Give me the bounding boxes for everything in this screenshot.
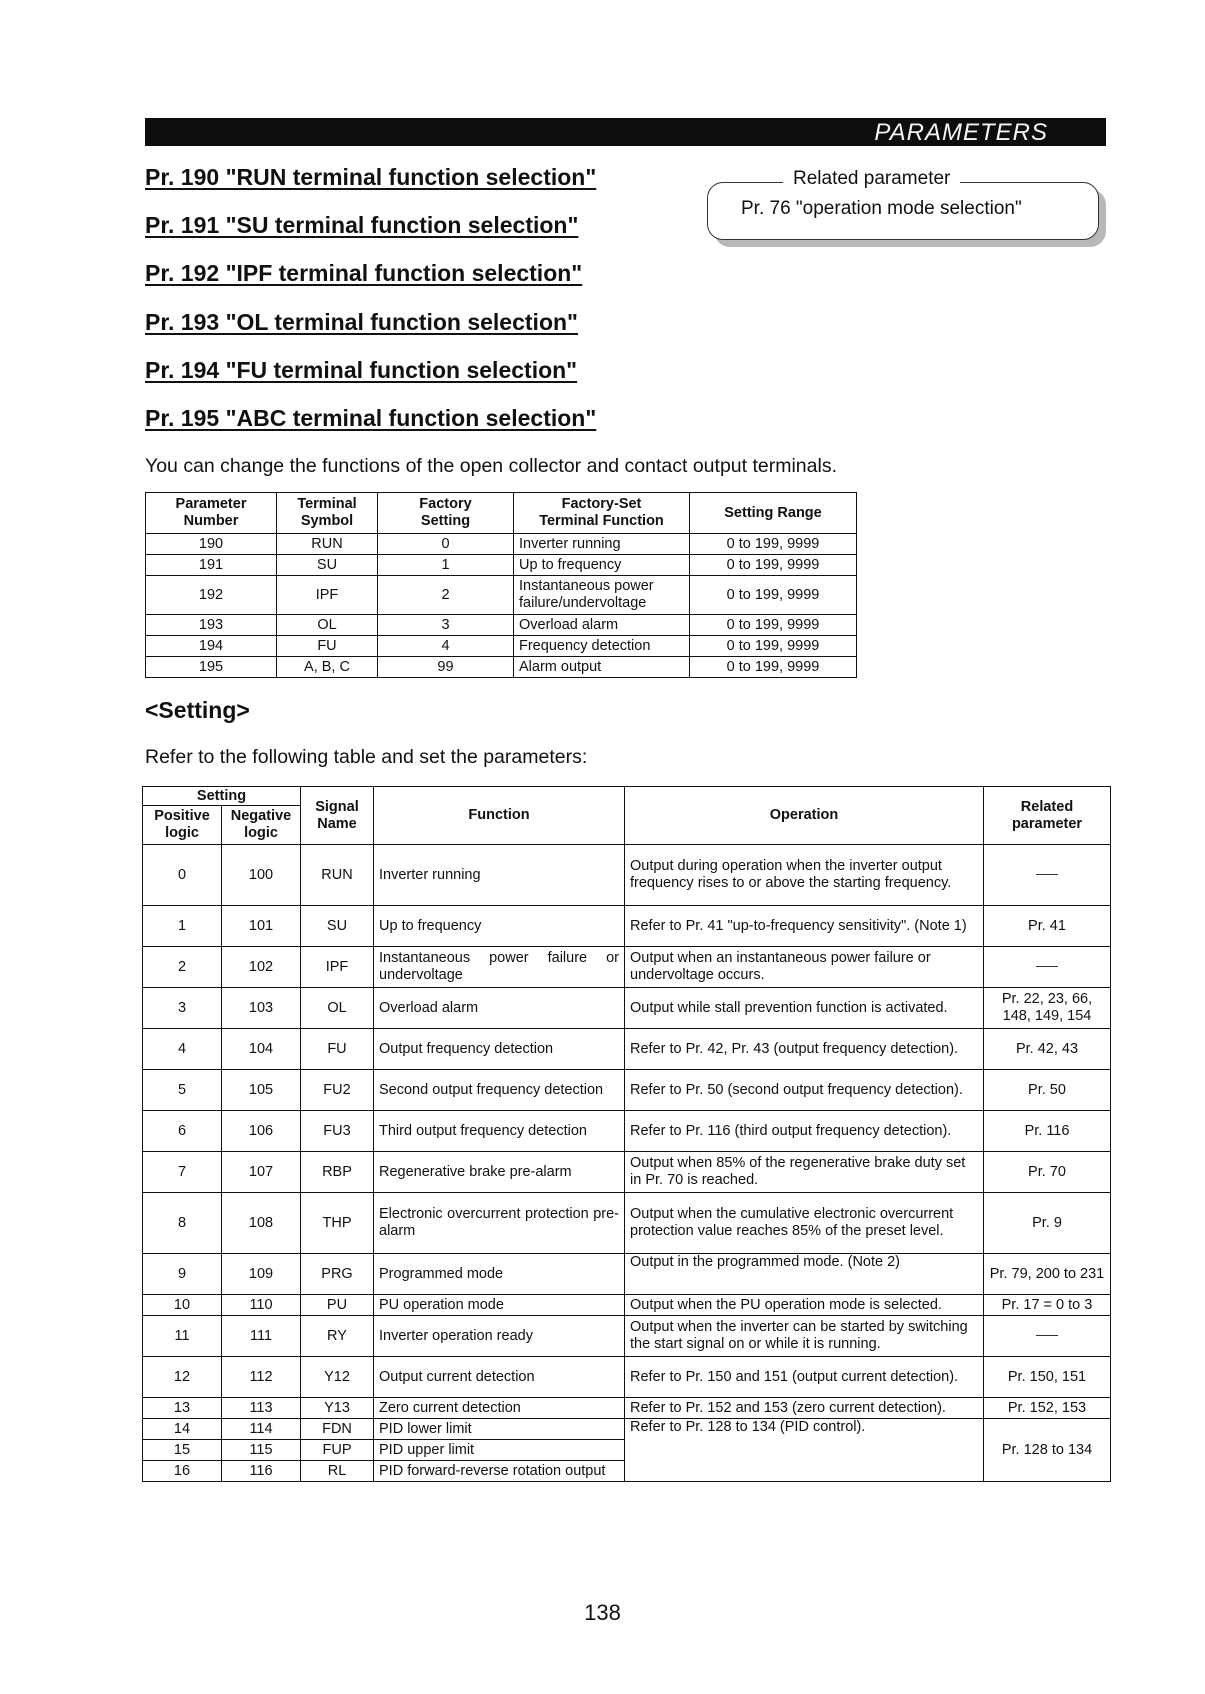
table-cell: SU xyxy=(301,906,374,947)
table-row xyxy=(143,1254,1111,1295)
table-cell: RBP xyxy=(301,1152,374,1193)
table-cell: 105 xyxy=(222,1070,301,1111)
table-cell: 101 xyxy=(222,906,301,947)
table-cell: Output during operation when the inverter output frequency rises to or above the starting frequency. xyxy=(625,845,984,906)
col-signal-name xyxy=(301,787,374,845)
table-cell: Output in the programmed mode. (Note 2) xyxy=(625,1254,984,1295)
heading-pr190: Pr. 190 "RUN terminal function selection" xyxy=(145,164,597,190)
table-cell: 8 xyxy=(143,1193,222,1254)
col-related-parameter xyxy=(984,787,1111,845)
table-cell: 106 xyxy=(222,1111,301,1152)
table-cell: Y13 xyxy=(301,1398,374,1419)
table-cell: Refer to Pr. 152 and 153 (zero current detection). xyxy=(625,1398,984,1419)
col-negative-logic xyxy=(222,806,301,845)
table-cell: 10 xyxy=(143,1295,222,1316)
table-cell: Second output frequency detection xyxy=(374,1070,625,1111)
table-cell: Output current detection xyxy=(374,1357,625,1398)
table-cell: Refer to Pr. 50 (second output frequency detection). xyxy=(625,1070,984,1111)
table-cell: Up to frequency xyxy=(374,906,625,947)
table-row xyxy=(146,615,857,636)
table-row xyxy=(143,1419,1111,1440)
table-cell: 190 xyxy=(146,534,277,555)
table-cell: 4 xyxy=(378,636,514,657)
table-row xyxy=(146,555,857,576)
heading-pr194: Pr. 194 "FU terminal function selection" xyxy=(145,357,578,383)
table-row xyxy=(143,947,1111,988)
cell-text: logic xyxy=(165,825,199,841)
heading-pr192: Pr. 192 "IPF terminal function selection" xyxy=(145,260,583,286)
table-cell: 11 xyxy=(143,1316,222,1357)
table-cell: Pr. 152, 153 xyxy=(984,1398,1111,1419)
table-row xyxy=(146,657,857,678)
table-cell: 110 xyxy=(222,1295,301,1316)
table-cell: Pr. 116 xyxy=(984,1111,1111,1152)
table-cell: PU xyxy=(301,1295,374,1316)
table-row xyxy=(143,1111,1111,1152)
table-cell: 0 xyxy=(378,534,514,555)
table-cell: PID lower limit xyxy=(374,1419,625,1440)
table-cell: 192 xyxy=(146,576,277,615)
table-cell: 108 xyxy=(222,1193,301,1254)
table-cell: 6 xyxy=(143,1111,222,1152)
table-cell: PID upper limit xyxy=(374,1440,625,1461)
table-cell: 0 to 199, 9999 xyxy=(690,615,857,636)
related-parameter-text: Pr. 76 "operation mode selection" xyxy=(741,198,1022,219)
table-cell: 114 xyxy=(222,1419,301,1440)
table-cell: 0 xyxy=(143,845,222,906)
table-cell: RL xyxy=(301,1461,374,1482)
table-cell: FDN xyxy=(301,1419,374,1440)
table-cell: A, B, C xyxy=(277,657,378,678)
table-cell: Refer to Pr. 41 "up-to-frequency sensitivity". (Note 1) xyxy=(625,906,984,947)
table-cell: Inverter operation ready xyxy=(374,1316,625,1357)
table-cell: Regenerative brake pre-alarm xyxy=(374,1152,625,1193)
table-cell: 111 xyxy=(222,1316,301,1357)
table-cell: Overload alarm xyxy=(374,988,625,1029)
related-parameter-title: Related parameter xyxy=(783,168,960,190)
cell-text: Number xyxy=(183,513,239,529)
table-cell: Pr. 9 xyxy=(984,1193,1111,1254)
table-cell xyxy=(984,947,1111,988)
table-cell: FUP xyxy=(301,1440,374,1461)
col-parameter-number xyxy=(146,493,277,534)
table-row xyxy=(143,1029,1111,1070)
heading-pr191: Pr. 191 "SU terminal function selection" xyxy=(145,212,579,238)
table-cell: 0 to 199, 9999 xyxy=(690,636,857,657)
table-cell: Pr. 42, 43 xyxy=(984,1029,1111,1070)
table-cell: 102 xyxy=(222,947,301,988)
setting-table xyxy=(142,786,1111,1482)
cell-text: Instantaneous power xyxy=(519,578,654,595)
table-cell: 16 xyxy=(143,1461,222,1482)
table-cell: 14 xyxy=(143,1419,222,1440)
table-cell: Pr. 150, 151 xyxy=(984,1357,1111,1398)
table-cell: Refer to Pr. 42, Pr. 43 (output frequency detection). xyxy=(625,1029,984,1070)
table-row xyxy=(146,576,857,615)
table-cell: Output when an instantaneous power failure or undervoltage occurs. xyxy=(625,947,984,988)
table-cell: 113 xyxy=(222,1398,301,1419)
col-setting: Setting xyxy=(143,787,301,806)
banner-label: PARAMETERS xyxy=(874,119,1048,146)
table-row xyxy=(143,906,1111,947)
table-cell: OL xyxy=(301,988,374,1029)
cell-text: Setting xyxy=(420,513,471,529)
setting-intro-text: Refer to the following table and set the parameters: xyxy=(145,746,588,768)
cell-text: Terminal xyxy=(297,496,357,513)
table-cell: Output while stall prevention function is activated. xyxy=(625,988,984,1029)
heading-pr195: Pr. 195 "ABC terminal function selection" xyxy=(145,405,597,431)
table-cell: Output when the PU operation mode is selected. xyxy=(625,1295,984,1316)
dash-mark xyxy=(1036,1335,1058,1336)
table-cell: 13 xyxy=(143,1398,222,1419)
table-header-row xyxy=(146,493,857,534)
table-cell: 7 xyxy=(143,1152,222,1193)
table-cell: 2 xyxy=(143,947,222,988)
cell-text: Symbol xyxy=(300,513,354,529)
table-cell: 193 xyxy=(146,615,277,636)
table-cell: Output frequency detection xyxy=(374,1029,625,1070)
table-cell: FU2 xyxy=(301,1070,374,1111)
table-cell: 104 xyxy=(222,1029,301,1070)
table-cell: Overload alarm xyxy=(514,615,690,636)
table-cell: 2 xyxy=(378,576,514,615)
table-cell: 3 xyxy=(143,988,222,1029)
table-cell xyxy=(984,845,1111,906)
table-cell: 4 xyxy=(143,1029,222,1070)
cell-text: Negative xyxy=(230,808,292,825)
table-cell: THP xyxy=(301,1193,374,1254)
cell-text: failure/undervoltage xyxy=(519,595,647,611)
table-cell: Alarm output xyxy=(514,657,690,678)
table-cell: OL xyxy=(277,615,378,636)
terminal-table xyxy=(145,492,857,678)
dash-mark xyxy=(1036,966,1058,967)
table-cell xyxy=(514,576,690,615)
table-row xyxy=(143,988,1111,1029)
col-terminal-function xyxy=(514,493,690,534)
table-cell: 1 xyxy=(143,906,222,947)
table-cell: 5 xyxy=(143,1070,222,1111)
cell-text: logic xyxy=(244,825,278,841)
table-cell xyxy=(984,1316,1111,1357)
table-cell: 195 xyxy=(146,657,277,678)
table-header-row xyxy=(143,787,1111,806)
table-cell: Inverter running xyxy=(374,845,625,906)
table-cell: 15 xyxy=(143,1440,222,1461)
table-cell: PU operation mode xyxy=(374,1295,625,1316)
table-row xyxy=(146,534,857,555)
table-cell: RY xyxy=(301,1316,374,1357)
heading-pr193: Pr. 193 "OL terminal function selection" xyxy=(145,309,578,335)
table-cell: IPF xyxy=(277,576,378,615)
table-cell: Output when the inverter can be started by switching the start signal on or while it is running. xyxy=(625,1316,984,1357)
table-cell: Y12 xyxy=(301,1357,374,1398)
table-cell: Output when the cumulative electronic overcurrent protection value reaches 85% of the preset level. xyxy=(625,1193,984,1254)
table-cell: 1 xyxy=(378,555,514,576)
table-cell: 112 xyxy=(222,1357,301,1398)
cell-text: Parameter xyxy=(175,496,247,513)
table-cell: 194 xyxy=(146,636,277,657)
table-row xyxy=(143,1316,1111,1357)
table-cell: 12 xyxy=(143,1357,222,1398)
table-row xyxy=(143,1070,1111,1111)
table-cell: Refer to Pr. 128 to 134 (PID control). xyxy=(625,1419,984,1482)
col-setting-range: Setting Range xyxy=(690,493,857,534)
table-cell: Zero current detection xyxy=(374,1398,625,1419)
col-factory-setting xyxy=(378,493,514,534)
table-cell: RUN xyxy=(301,845,374,906)
cell-text: Signal xyxy=(315,798,359,815)
table-cell: Frequency detection xyxy=(514,636,690,657)
table-cell: Pr. 22, 23, 66, 148, 149, 154 xyxy=(984,988,1111,1029)
table-cell: 109 xyxy=(222,1254,301,1295)
table-row xyxy=(143,845,1111,906)
table-cell: 9 xyxy=(143,1254,222,1295)
table-cell: 116 xyxy=(222,1461,301,1482)
col-operation: Operation xyxy=(625,787,984,845)
cell-text: Related xyxy=(1020,798,1074,815)
cell-text: Factory xyxy=(419,496,472,513)
table-cell: Refer to Pr. 116 (third output frequency detection). xyxy=(625,1111,984,1152)
table-cell: 99 xyxy=(378,657,514,678)
section-banner xyxy=(145,118,1106,146)
table-cell: 0 to 199, 9999 xyxy=(690,555,857,576)
intro-text: You can change the functions of the open collector and contact output terminals. xyxy=(145,455,837,477)
table-row xyxy=(143,1398,1111,1419)
table-cell: Pr. 128 to 134 xyxy=(984,1419,1111,1482)
cell-text: Name xyxy=(317,815,357,832)
related-parameter-box xyxy=(707,168,1107,248)
table-cell: 0 to 199, 9999 xyxy=(690,576,857,615)
table-cell: PRG xyxy=(301,1254,374,1295)
table-cell: 0 to 199, 9999 xyxy=(690,534,857,555)
cell-text: Factory-Set xyxy=(561,496,642,513)
table-cell: Pr. 79, 200 to 231 xyxy=(984,1254,1111,1295)
table-cell: Pr. 41 xyxy=(984,906,1111,947)
table-cell: Pr. 17 = 0 to 3 xyxy=(984,1295,1111,1316)
table-cell: Third output frequency detection xyxy=(374,1111,625,1152)
table-cell: IPF xyxy=(301,947,374,988)
table-cell: 191 xyxy=(146,555,277,576)
table-row xyxy=(143,1152,1111,1193)
table-row xyxy=(143,1295,1111,1316)
table-row xyxy=(143,1357,1111,1398)
col-terminal-symbol xyxy=(277,493,378,534)
table-cell: PID forward-reverse rotation output xyxy=(374,1461,625,1482)
table-cell: Output when 85% of the regenerative brake duty set in Pr. 70 is reached. xyxy=(625,1152,984,1193)
cell-text: Terminal Function xyxy=(539,513,664,529)
cell-text: Positive xyxy=(154,808,210,825)
table-cell: RUN xyxy=(277,534,378,555)
table-cell: FU xyxy=(277,636,378,657)
table-cell: 107 xyxy=(222,1152,301,1193)
page-number: 138 xyxy=(584,1600,621,1625)
table-cell: Pr. 50 xyxy=(984,1070,1111,1111)
table-cell: SU xyxy=(277,555,378,576)
table-cell: FU3 xyxy=(301,1111,374,1152)
col-positive-logic xyxy=(143,806,222,845)
table-cell: 103 xyxy=(222,988,301,1029)
table-row xyxy=(143,1193,1111,1254)
table-cell: 115 xyxy=(222,1440,301,1461)
table-cell: 3 xyxy=(378,615,514,636)
table-cell: Inverter running xyxy=(514,534,690,555)
table-cell: Programmed mode xyxy=(374,1254,625,1295)
table-cell: Instantaneous power failure or undervoltage xyxy=(374,947,625,988)
table-cell: 100 xyxy=(222,845,301,906)
dash-mark xyxy=(1036,874,1058,875)
table-row xyxy=(146,636,857,657)
cell-text: parameter xyxy=(1011,815,1083,832)
table-cell: Electronic overcurrent protection pre-alarm xyxy=(374,1193,625,1254)
table-cell: Pr. 70 xyxy=(984,1152,1111,1193)
col-function: Function xyxy=(374,787,625,845)
setting-title: <Setting> xyxy=(145,697,250,723)
table-cell: FU xyxy=(301,1029,374,1070)
table-cell: Up to frequency xyxy=(514,555,690,576)
table-cell: Refer to Pr. 150 and 151 (output current detection). xyxy=(625,1357,984,1398)
table-cell: 0 to 199, 9999 xyxy=(690,657,857,678)
